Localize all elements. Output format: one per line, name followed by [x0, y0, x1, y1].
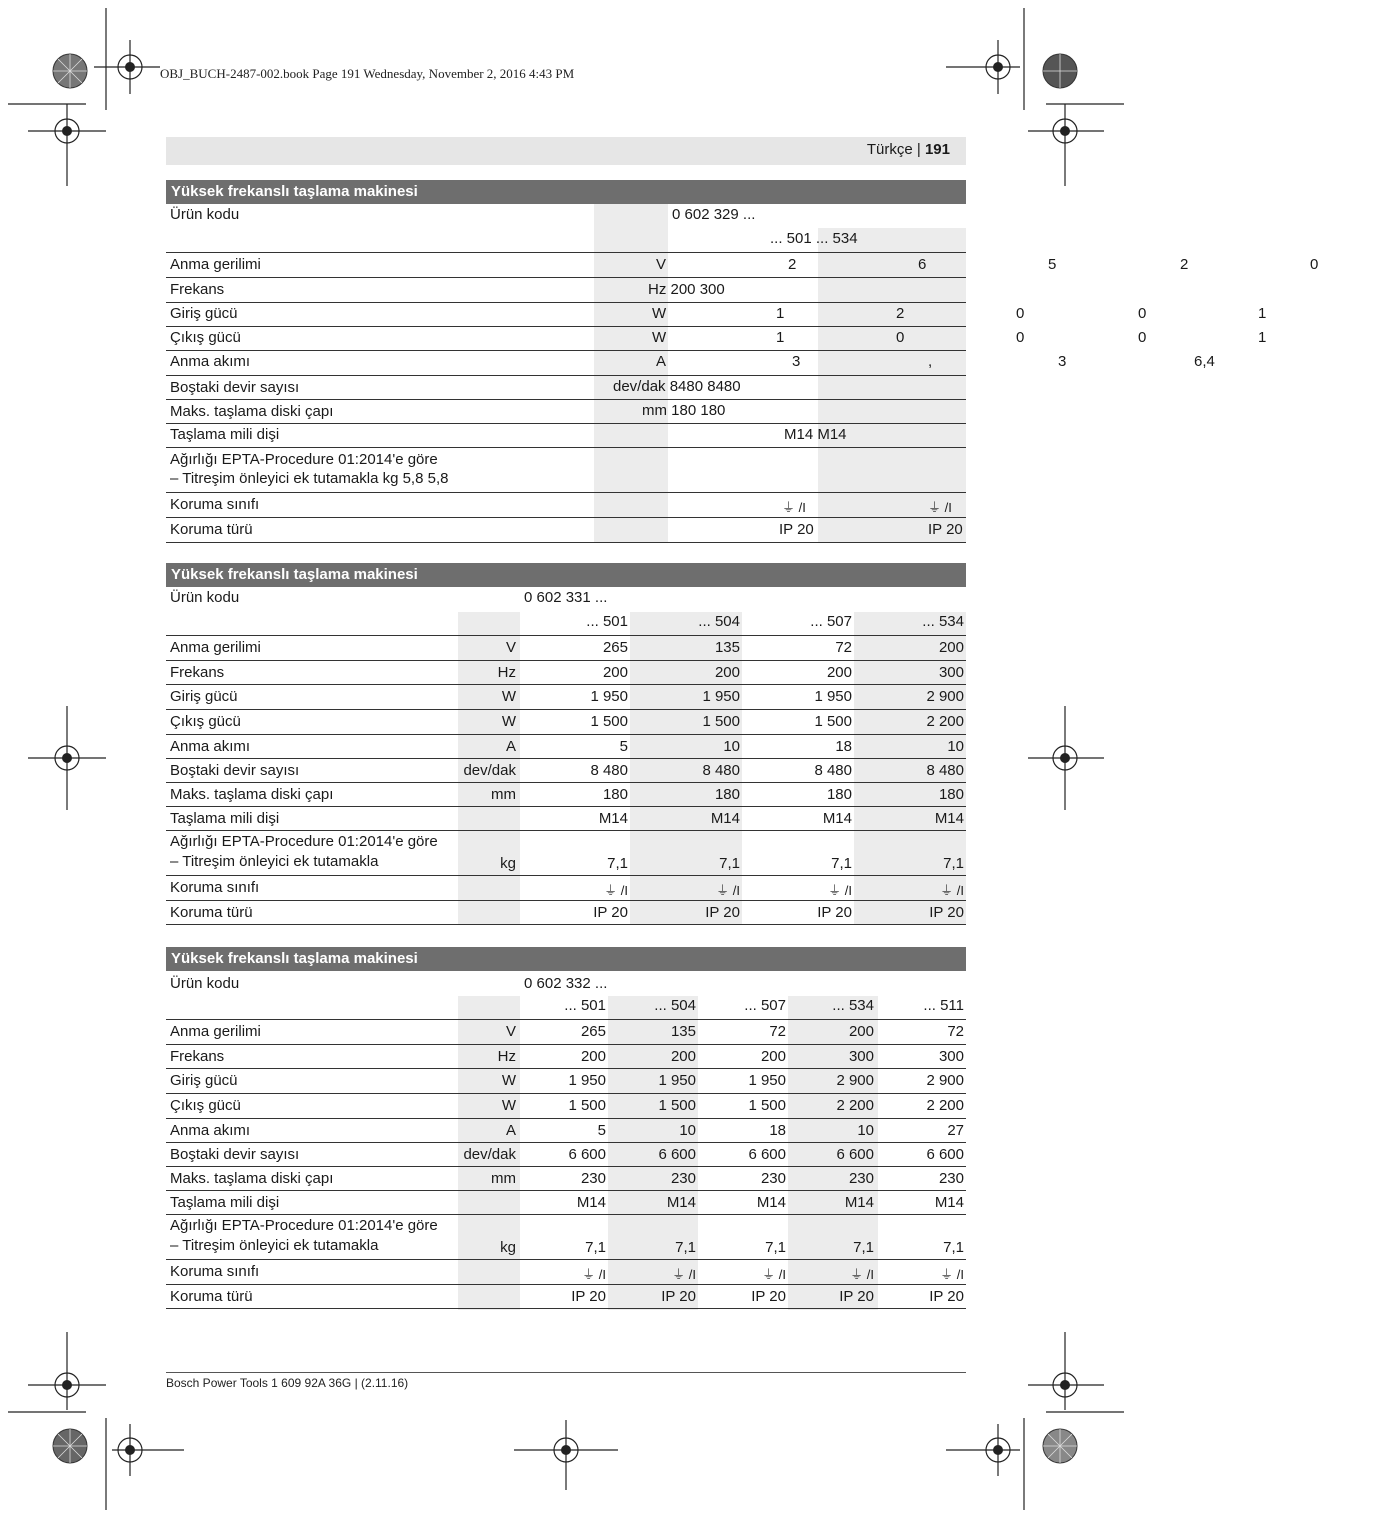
table-cell: 1 500: [748, 1097, 786, 1114]
table-cell: 72: [947, 1023, 964, 1040]
table-row: [166, 1119, 966, 1143]
table-cell: IP 20: [661, 1288, 696, 1305]
row-label: Anma akımı: [170, 738, 251, 755]
table-cell: IP 20: [593, 904, 628, 921]
row-label: Koruma türü: [170, 1288, 253, 1305]
row-label: Çıkış gücü: [170, 1097, 241, 1114]
row-label: Anma akımı: [170, 1122, 251, 1139]
table-cell: 230: [670, 1170, 696, 1187]
table-cell: 265: [580, 1023, 606, 1040]
table-cell: 200: [848, 1023, 874, 1040]
table-row: Ağırlığı EPTA-Procedure 01:2014'e göre – Titreşim önleyici ek tutamakla kg 5,8 5,8: [166, 448, 966, 493]
footer-rule: [166, 1372, 966, 1373]
table-cell: 5: [619, 738, 628, 755]
table-cell: 10: [723, 738, 740, 755]
row-label: Anma gerilimi: [170, 639, 261, 656]
variant-label: ... 507: [810, 613, 852, 630]
table-cell: 230: [580, 1170, 606, 1187]
table-cell: 8 480: [702, 762, 740, 779]
table-cell: IP 20: [705, 904, 740, 921]
row-unit: dev/dak: [463, 762, 516, 779]
table-cell: 230: [938, 1170, 964, 1187]
table-cell: 2 900: [836, 1072, 874, 1089]
table-cell: M14: [844, 1194, 874, 1211]
row-label: Koruma sınıfı: [170, 879, 260, 896]
table-title: Yüksek frekanslı taşlama makinesi: [166, 180, 966, 204]
table-row: [166, 661, 966, 685]
variant-label: ... 504: [654, 997, 696, 1014]
table-cell: ⏚ /I: [672, 1267, 696, 1282]
table-cell: 2 200: [926, 1097, 964, 1114]
table-cell: 135: [714, 639, 740, 656]
table-cell: IP 20: [929, 1288, 964, 1305]
variant-label: ... 501: [586, 613, 628, 630]
table-cell: IP 20: [839, 1288, 874, 1305]
table-cell: IP 20: [751, 1288, 786, 1305]
table-cell: ⏚ /I: [940, 1267, 964, 1282]
table-cell: 135: [670, 1023, 696, 1040]
table-row: Frekans Hz 200 300: [166, 278, 966, 303]
row-label: Giriş gücü: [170, 1072, 238, 1089]
table-cell: 6 600: [568, 1146, 606, 1163]
table-cell: 18: [835, 738, 852, 755]
table-cell: 2 900: [926, 1072, 964, 1089]
row-label: Maks. taşlama diski çapı: [170, 786, 334, 803]
table-row: Taşlama mili dişi M14 M14: [166, 424, 966, 448]
table-cell: 1 500: [814, 713, 852, 730]
table-cell: 200: [670, 1048, 696, 1065]
row-label: Frekans: [170, 664, 225, 681]
table-row: [166, 1167, 966, 1191]
table-row: [166, 636, 966, 661]
table-title: Yüksek frekanslı taşlama makinesi: [166, 947, 966, 971]
row-label: Anma gerilimi: [170, 1023, 261, 1040]
row-label: – Titreşim önleyici ek tutamakla: [170, 1237, 379, 1254]
table-cell: 300: [938, 664, 964, 681]
table-cell: M14: [576, 1194, 606, 1211]
table-row: Anma gerilimi V 2 6: [166, 253, 966, 278]
table-row: Ürün kodu 0 602 329 ... ... 501 ... 534: [166, 204, 966, 253]
table-cell: 7,1: [853, 1239, 874, 1256]
table-cell: M14: [934, 1194, 964, 1211]
table-cell: 6 600: [748, 1146, 786, 1163]
table-row: [166, 759, 966, 783]
table-row: Çıkış gücü W 1 0: [166, 327, 966, 351]
row-label: Frekans: [170, 1048, 225, 1065]
table-cell: 200: [714, 664, 740, 681]
table-cell: 7,1: [943, 1239, 964, 1256]
row-label: Ağırlığı EPTA-Procedure 01:2014'e göre: [170, 1217, 438, 1234]
variant-label: ... 534: [922, 613, 964, 630]
table-row: Boştaki devir sayısı dev/dak 8480 8480: [166, 376, 966, 400]
table-cell: 180: [826, 786, 852, 803]
print-header: OBJ_BUCH-2487-002.book Page 191 Wednesday, November 2, 2016 4:43 PM: [160, 66, 575, 81]
table-row: Ürün kodu 0 602 331 ...: [166, 587, 966, 636]
row-label: Boştaki devir sayısı: [170, 1146, 300, 1163]
row-unit: dev/dak: [463, 1146, 516, 1163]
table-cell: 7,1: [765, 1239, 786, 1256]
row-label: – Titreşim önleyici ek tutamakla: [170, 853, 379, 870]
table-row: Koruma türü IP 20 IP 20: [166, 518, 966, 543]
table-cell: 6 600: [836, 1146, 874, 1163]
table-cell: M14: [598, 810, 628, 827]
table-cell: 27: [947, 1122, 964, 1139]
row-unit: Hz: [497, 664, 516, 681]
table-cell: 2 200: [926, 713, 964, 730]
table-row: Anma akımı A 3 ,: [166, 351, 966, 376]
table-title: Yüksek frekanslı taşlama makinesi: [166, 563, 966, 587]
table-cell: 72: [769, 1023, 786, 1040]
table-row: [166, 831, 966, 876]
row-unit: kg: [500, 855, 516, 872]
table-cell: IP 20: [571, 1288, 606, 1305]
table-cell: 200: [602, 664, 628, 681]
table-cell: 1 950: [814, 688, 852, 705]
table-row: Maks. taşlama diski çapı mm 180 180: [166, 400, 966, 424]
table-cell: ⏚ /I: [940, 883, 964, 898]
table-cell: 200: [826, 664, 852, 681]
row-label: Çıkış gücü: [170, 713, 241, 730]
table-cell: 5: [597, 1122, 606, 1139]
row-label: Koruma sınıfı: [170, 1263, 260, 1280]
row-unit: mm: [491, 1170, 516, 1187]
table-row: [166, 710, 966, 735]
table-cell: 10: [679, 1122, 696, 1139]
table-cell: 230: [848, 1170, 874, 1187]
table-row: [166, 1094, 966, 1119]
table-cell: 7,1: [675, 1239, 696, 1256]
row-unit: W: [501, 1097, 516, 1114]
page-number: Türkçe | 191: [866, 141, 950, 158]
table-row: [166, 1020, 966, 1045]
table-cell: 1 500: [702, 713, 740, 730]
table-cell: 300: [938, 1048, 964, 1065]
table-row: Koruma sınıfı ⏚ /I ⏚ /I: [166, 493, 966, 518]
table-cell: 7,1: [607, 855, 628, 872]
table-cell: ⏚ /I: [850, 1267, 874, 1282]
table-row: [166, 685, 966, 710]
variant-label: ... 511: [923, 997, 964, 1014]
row-unit: W: [501, 713, 516, 730]
table-cell: 2 900: [926, 688, 964, 705]
variant-label: ... 501: [564, 997, 606, 1014]
table-cell: 180: [938, 786, 964, 803]
table-cell: ⏚ /I: [716, 883, 740, 898]
row-label: Boştaki devir sayısı: [170, 762, 300, 779]
table-cell: 1 500: [658, 1097, 696, 1114]
variant-label: ... 534: [832, 997, 874, 1014]
row-unit: V: [505, 1023, 516, 1040]
table-cell: 10: [857, 1122, 874, 1139]
table-row: [166, 901, 966, 925]
table-row: [166, 783, 966, 807]
table-cell: 7,1: [943, 855, 964, 872]
table-row: [166, 876, 966, 901]
table-row: [166, 1215, 966, 1260]
table-cell: ⏚ /I: [582, 1267, 606, 1282]
row-unit: W: [501, 688, 516, 705]
table-cell: 72: [835, 639, 852, 656]
table-cell: ⏚ /I: [762, 1267, 786, 1282]
table-cell: M14: [822, 810, 852, 827]
table-cell: 7,1: [831, 855, 852, 872]
table-cell: 1 950: [702, 688, 740, 705]
table-row: [166, 1069, 966, 1094]
table-row: [166, 735, 966, 759]
variant-label: ... 507: [744, 997, 786, 1014]
table-row: [166, 1191, 966, 1215]
table-row: [166, 1285, 966, 1309]
table-cell: 7,1: [719, 855, 740, 872]
variant-row: [166, 611, 966, 635]
table-row: Ürün kodu 0 602 332 ...: [166, 971, 966, 1020]
variant-label: ... 504: [698, 613, 740, 630]
table-cell: 1 500: [590, 713, 628, 730]
table-cell: 180: [602, 786, 628, 803]
table-cell: ⏚ /I: [604, 883, 628, 898]
table-cell: 18: [769, 1122, 786, 1139]
table-cell: M14: [710, 810, 740, 827]
table-cell: 6 600: [926, 1146, 964, 1163]
table-cell: 265: [602, 639, 628, 656]
table-cell: ⏚ /I: [828, 883, 852, 898]
table-row: [166, 807, 966, 831]
row-label: Koruma türü: [170, 904, 253, 921]
table-cell: 8 480: [590, 762, 628, 779]
table-row: [166, 1260, 966, 1285]
table-cell: 10: [947, 738, 964, 755]
table-cell: 230: [760, 1170, 786, 1187]
variant-row: [166, 995, 966, 1019]
row-unit: Hz: [497, 1048, 516, 1065]
table-cell: 1 950: [590, 688, 628, 705]
row-unit: W: [501, 1072, 516, 1089]
table-cell: 8 480: [814, 762, 852, 779]
row-unit: mm: [491, 786, 516, 803]
row-unit: V: [505, 639, 516, 656]
table-cell: 200: [580, 1048, 606, 1065]
table-cell: 8 480: [926, 762, 964, 779]
table-row: [166, 1143, 966, 1167]
row-unit: kg: [500, 1239, 516, 1256]
row-label: Giriş gücü: [170, 688, 238, 705]
table-cell: 1 950: [748, 1072, 786, 1089]
row-unit: A: [505, 1122, 516, 1139]
page-header-bar: [166, 137, 966, 165]
table-cell: 1 950: [568, 1072, 606, 1089]
table-cell: 6 600: [658, 1146, 696, 1163]
table-cell: M14: [666, 1194, 696, 1211]
table-cell: M14: [934, 810, 964, 827]
table-cell: 1 950: [658, 1072, 696, 1089]
table-cell: 200: [938, 639, 964, 656]
table-row: [166, 1045, 966, 1069]
footer: Bosch Power Tools 1 609 92A 36G | (2.11.16): [166, 1376, 409, 1390]
row-label: Maks. taşlama diski çapı: [170, 1170, 334, 1187]
table-cell: 7,1: [585, 1239, 606, 1256]
table-cell: IP 20: [817, 904, 852, 921]
row-label: Taşlama mili dişi: [170, 810, 280, 827]
table-cell: 300: [848, 1048, 874, 1065]
table-cell: M14: [756, 1194, 786, 1211]
row-label: Taşlama mili dişi: [170, 1194, 280, 1211]
table-cell: 1 500: [568, 1097, 606, 1114]
table-cell: 2 200: [836, 1097, 874, 1114]
row-label: Ağırlığı EPTA-Procedure 01:2014'e göre: [170, 833, 438, 850]
table-cell: 200: [760, 1048, 786, 1065]
table-row: Giriş gücü W 1 2: [166, 303, 966, 327]
table-cell: IP 20: [929, 904, 964, 921]
table-cell: 180: [714, 786, 740, 803]
row-unit: A: [505, 738, 516, 755]
